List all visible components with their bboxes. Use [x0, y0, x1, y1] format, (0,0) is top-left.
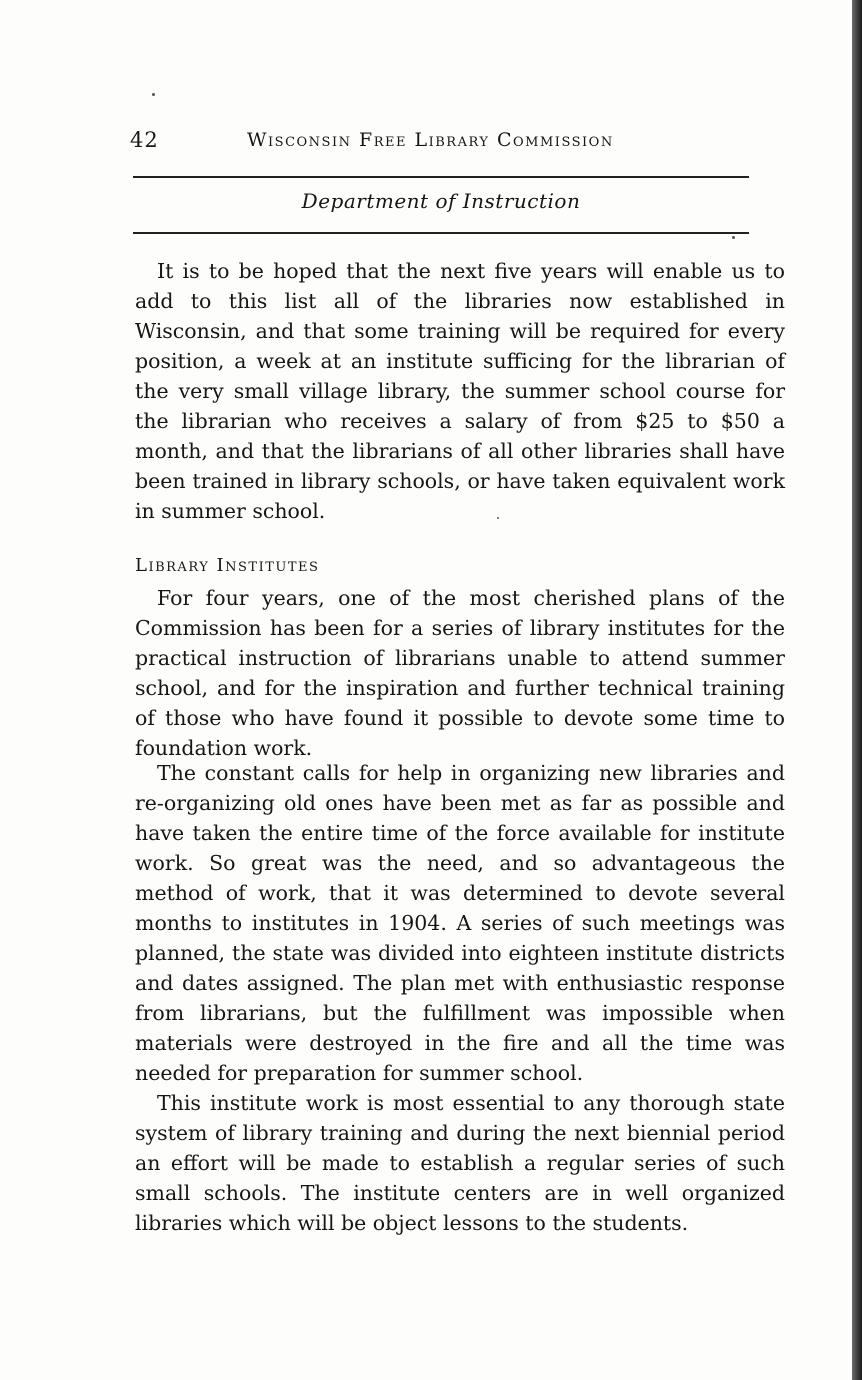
- paragraph-intro: It is to be hoped that the next five years will enable us to add to this list all of the libraries now established in Wisconsin, and that some training will be required for every position, a week at an institute sufficing for the librarian of the very small village library, the summer school course for the librarian who receives a salary of from $25 to $50 a month, and that the librarians of all other libraries shall have been trained in library schools, or have taken equivalent work in summer school.: [135, 259, 785, 523]
- paragraph-institutes-1: For four years, one of the most cherished plans of the Commission has been for a series of library institutes for the practical instruction of librarians unable to attend summer school, and for the inspiration and further technical training of those who have found it possible to devote some time to foundation work.: [135, 586, 785, 760]
- print-speck: [152, 93, 155, 96]
- paragraph-institutes-3: This institute work is most essential to any thorough state system of library training and during the next biennial period an effort will be made to establish a regular series of such small schools. The institute centers are in well organized libraries which will be object lessons to the students.: [135, 1091, 785, 1235]
- paragraph-intro-block: [135, 256, 785, 526]
- page-number: 42: [130, 128, 159, 152]
- paragraph-institutes-1-block: [135, 583, 785, 763]
- print-speck: [732, 236, 735, 239]
- section-heading: Library Institutes: [135, 555, 320, 576]
- paragraph-institutes-3-block: [135, 1088, 785, 1238]
- running-title: Wisconsin Free Library Commission: [247, 129, 614, 151]
- running-header: [130, 128, 750, 158]
- paragraph-institutes-2-block: [135, 758, 785, 1088]
- department-subheader: Department of Instruction: [301, 189, 581, 213]
- header-rule-top: [133, 176, 749, 178]
- header-rule-bottom: [133, 232, 749, 234]
- paragraph-institutes-2: The constant calls for help in organizing new libraries and re-organizing old ones have been met as far as possible and have taken the entire time of the force available for institute work. So great was the need, and so advantageous the method of work, that it was determined to devote several months to institutes in 1904. A series of such meetings was planned, the state was divided into eighteen institute districts and dates assigned. The plan met with enthusiastic response from librarians, but the fulfillment was impossible when materials were destroyed in the fire and all the time was needed for preparation for summer school.: [135, 761, 785, 1085]
- page-edge-shadow: [852, 0, 862, 1380]
